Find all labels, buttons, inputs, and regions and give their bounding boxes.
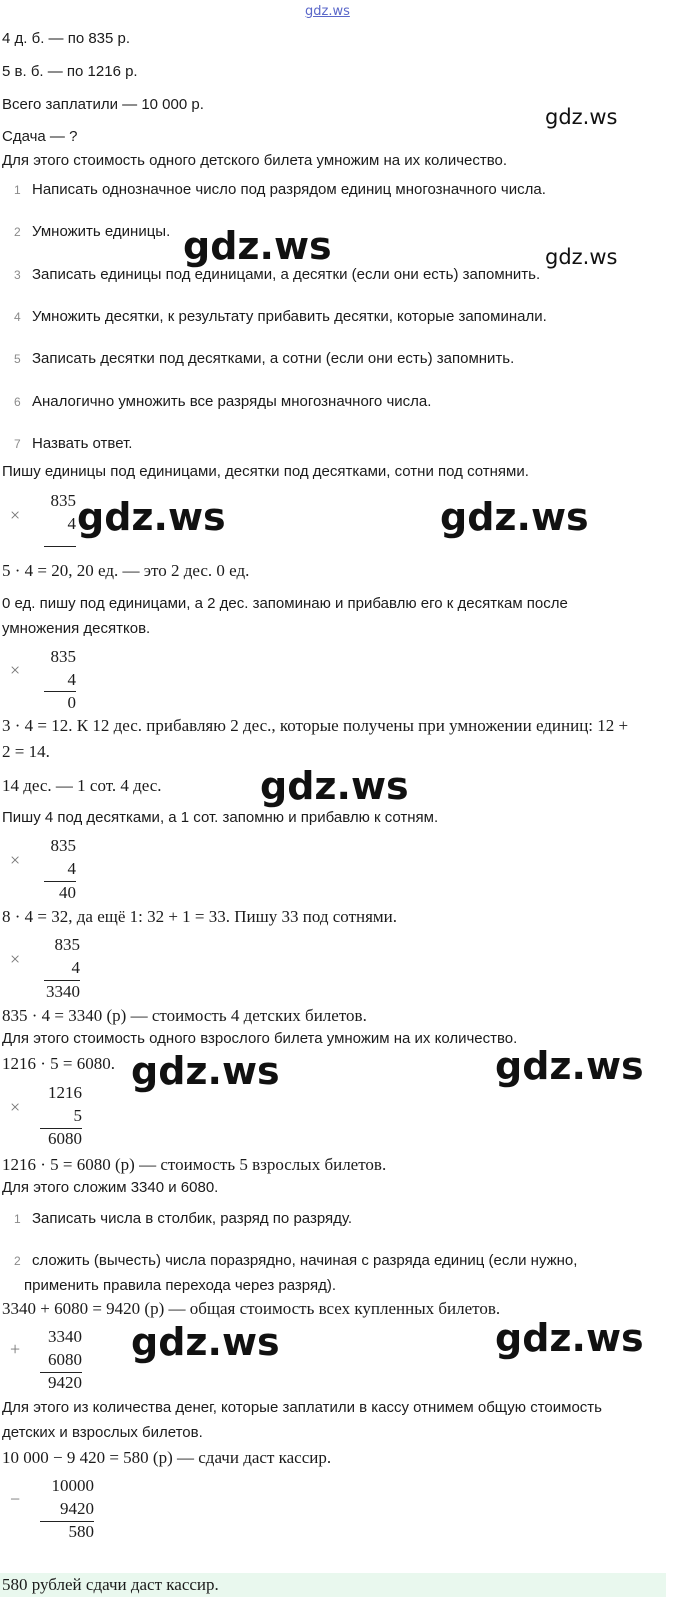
list-item-number: 5 <box>14 352 21 366</box>
addend-2: 6080 <box>48 1350 82 1369</box>
partial-result: 0 <box>67 693 76 712</box>
watermark: gdz.ws <box>183 224 332 268</box>
multiply-sign: × <box>10 850 21 870</box>
watermark: gdz.ws <box>131 1320 280 1364</box>
watermark: gdz.ws <box>545 105 618 129</box>
intro-adults: Для этого стоимость одного взрослого билета умножим на их количество. <box>2 1030 518 1047</box>
plus-sign: + <box>10 1339 21 1359</box>
minuend: 10000 <box>51 1476 94 1495</box>
given-paid: Всего заплатили — 10 000 р. <box>2 96 204 113</box>
list-item-number: 2 <box>14 1254 21 1268</box>
result-line <box>44 881 76 882</box>
list-item-text: сложить (вычесть) числа поразрядно, начиная с разряда единиц (если нужно, <box>32 1252 578 1269</box>
difference-result: 580 <box>68 1522 94 1541</box>
watermark: gdz.ws <box>260 764 409 808</box>
list-item-text: Записать десятки под десятками, а сотни (если они есть) запомнить. <box>32 350 515 367</box>
multiplier: 5 <box>73 1106 82 1125</box>
list-item <box>0 393 680 413</box>
list-item <box>0 266 680 286</box>
addend-1: 3340 <box>48 1327 82 1346</box>
list-item-text: Записать числа в столбик, разряд по разряду. <box>32 1210 353 1227</box>
product-result: 6080 <box>48 1129 82 1148</box>
list-item <box>0 308 680 328</box>
answer-box <box>0 1573 666 1597</box>
multiply-sign: × <box>10 505 21 525</box>
list-item-number: 1 <box>14 183 21 197</box>
result-adults: 1216 · 5 = 6080 (р) — стоимость 5 взрослых билетов. <box>2 1155 387 1174</box>
given-children: 4 д. б. — по 835 р. <box>2 30 131 47</box>
step-tens-4: Пишу 4 под десятками, а 1 сот. запомню и прибавлю к сотням. <box>2 809 439 826</box>
given-adults: 5 в. б. — по 1216 р. <box>2 63 138 80</box>
partial-result: 40 <box>59 883 76 902</box>
answer-text: 580 рублей сдачи даст кассир. <box>2 1575 219 1594</box>
multiplicand: 835 <box>50 836 76 855</box>
list-item-number: 6 <box>14 395 21 409</box>
minus-sign: − <box>10 1489 21 1509</box>
list-item-text: Записать единицы под единицами, а десятки (если они есть) запомнить. <box>32 266 541 283</box>
result-line <box>44 980 80 981</box>
intro-change-1: Для этого из количества денег, которые заплатили в кассу отнимем общую стоимость <box>2 1399 602 1416</box>
multiply-sign: × <box>10 660 21 680</box>
sum-result: 9420 <box>48 1373 82 1392</box>
result-change: 10 000 − 9 420 = 580 (р) — сдачи даст кассир. <box>2 1448 332 1467</box>
multiplicand: 835 <box>50 491 76 510</box>
watermark: gdz.ws <box>495 1316 644 1360</box>
list-item-text: Написать однозначное число под разрядом единиц многозначного числа. <box>32 181 546 198</box>
step-tens-1: 3 · 4 = 12. К 12 дес. прибавляю 2 дес., которые получены при умножении единиц: 12 + <box>2 716 629 735</box>
multiplier: 4 <box>67 514 76 533</box>
result-children: 835 · 4 = 3340 (р) — стоимость 4 детских билетов. <box>2 1006 367 1025</box>
multiplier: 4 <box>67 859 76 878</box>
site-link-top[interactable]: gdz.ws <box>305 4 350 19</box>
calc-adults: 1216 · 5 = 6080. <box>2 1054 115 1073</box>
multiplier: 4 <box>71 958 80 977</box>
step-tens-3: 14 дес. — 1 сот. 4 дес. <box>2 776 162 795</box>
watermark: gdz.ws <box>495 1044 644 1088</box>
list-item <box>0 1210 680 1230</box>
list-item-text: Умножить единицы. <box>32 223 171 240</box>
subtrahend: 9420 <box>60 1499 94 1518</box>
step-units-note-1: 0 ед. пишу под единицами, а 2 дес. запоминаю и прибавлю его к десяткам после <box>2 595 568 612</box>
step-units-note-2: умножения десятков. <box>2 620 151 637</box>
multiplier: 4 <box>67 670 76 689</box>
list-item-continuation: применить правила перехода через разряд). <box>24 1277 337 1294</box>
result-line <box>44 546 76 547</box>
list-item <box>0 181 680 201</box>
intro-children: Для этого стоимость одного детского билета умножим на их количество. <box>2 152 508 169</box>
multiplicand: 835 <box>50 647 76 666</box>
write-digits-text: Пишу единицы под единицами, десятки под десятками, сотни под сотнями. <box>2 463 529 480</box>
step-tens-2: 2 = 14. <box>2 742 50 761</box>
list-item <box>0 350 680 370</box>
multiplicand: 1216 <box>48 1083 82 1102</box>
list-item-number: 1 <box>14 1212 21 1226</box>
watermark: gdz.ws <box>131 1049 280 1093</box>
watermark: gdz.ws <box>440 495 589 539</box>
list-item-text: Аналогично умножить все разряды многозначного числа. <box>32 393 432 410</box>
given-change: Сдача — ? <box>2 128 78 145</box>
list-item-text: Умножить десятки, к результату прибавить десятки, которые запоминали. <box>32 308 547 325</box>
intro-change-2: детских и взрослых билетов. <box>2 1424 203 1441</box>
list-item <box>0 223 680 243</box>
list-item-number: 4 <box>14 310 21 324</box>
step-hundreds: 8 · 4 = 32, да ещё 1: 32 + 1 = 33. Пишу 33 под сотнями. <box>2 907 398 926</box>
multiply-sign: × <box>10 1097 21 1117</box>
list-item <box>0 435 680 455</box>
intro-sum: Для этого сложим 3340 и 6080. <box>2 1179 219 1196</box>
list-item-number: 7 <box>14 437 21 451</box>
step-units: 5 · 4 = 20, 20 ед. — это 2 дес. 0 ед. <box>2 561 250 580</box>
result-line <box>44 691 76 692</box>
list-item-number: 2 <box>14 225 21 239</box>
multiply-sign: × <box>10 949 21 969</box>
list-item-text: Назвать ответ. <box>32 435 133 452</box>
list-item-number: 3 <box>14 268 21 282</box>
watermark: gdz.ws <box>77 495 226 539</box>
product-result: 3340 <box>46 982 80 1001</box>
multiplicand: 835 <box>54 935 80 954</box>
watermark: gdz.ws <box>545 245 618 269</box>
list-item <box>0 1252 680 1272</box>
result-total: 3340 + 6080 = 9420 (р) — общая стоимость всех купленных билетов. <box>2 1299 501 1318</box>
